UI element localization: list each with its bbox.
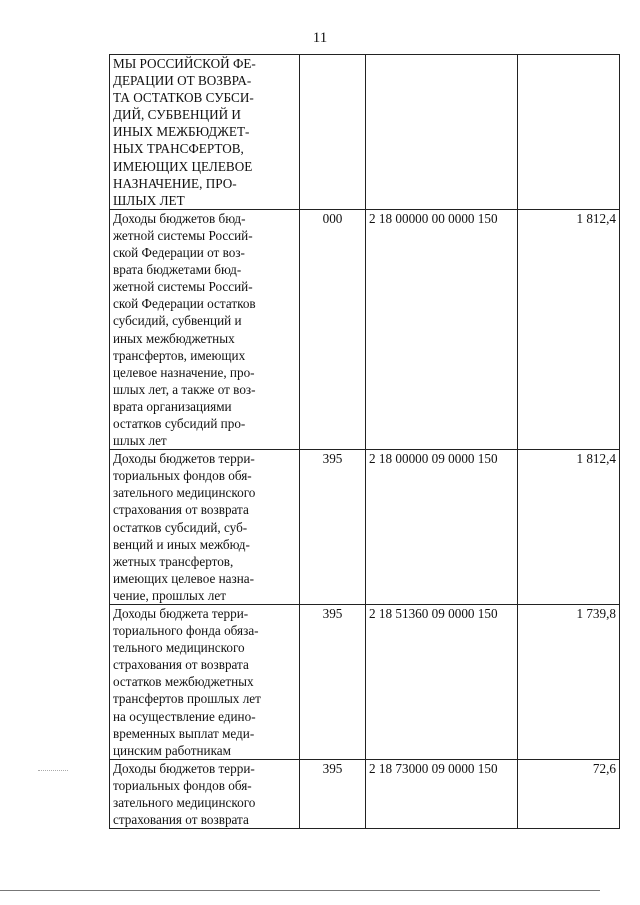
name-line: ТА ОСТАТКОВ СУБСИ- [113, 90, 254, 106]
name-line: врата бюджетами бюд- [113, 262, 242, 278]
name-line: ШЛЫХ ЛЕТ [113, 192, 185, 208]
name-line: тельного медицинского [113, 640, 245, 656]
name-line: жетных трансфертов, [113, 553, 234, 569]
name-line: чение, прошлых лет [113, 587, 226, 603]
name-line: НЫХ ТРАНСФЕРТОВ, [113, 141, 244, 157]
budget-classification-code-cell: 2 18 00000 00 0000 150 [366, 209, 518, 449]
name-line: МЫ РОССИЙСКОЙ ФЕ- [113, 56, 256, 71]
page-bottom-rule [0, 890, 600, 891]
name-line: жетной системы Россий- [113, 227, 253, 243]
name-line: ториальных фондов обя- [113, 777, 252, 793]
name-line: остатков субсидий, суб- [113, 519, 248, 535]
budget-classification-code-cell [366, 55, 518, 210]
table-row [110, 605, 620, 760]
budget-classification-code-cell: 2 18 00000 09 0000 150 [366, 450, 518, 605]
name-line: НАЗНАЧЕНИЕ, ПРО- [113, 175, 237, 191]
name-line: зательного медицинского [113, 485, 256, 501]
admin-code-cell: 395 [300, 450, 366, 605]
name-line: трансфертов, имеющих [113, 347, 246, 363]
revenue-name-cell [110, 605, 300, 760]
amount-cell [518, 55, 620, 210]
name-line: целевое назначение, про- [113, 364, 255, 380]
table-row [110, 450, 620, 605]
amount-cell: 1 812,4 [518, 450, 620, 605]
name-line: страхования от возврата [113, 502, 249, 518]
revenue-name-cell [110, 55, 300, 210]
margin-mark [38, 770, 68, 771]
name-line: шлых лет [113, 433, 167, 449]
name-line: ториальных фондов обя- [113, 468, 252, 484]
name-line: шлых лет, а также от воз- [113, 381, 256, 397]
budget-classification-code-cell: 2 18 51360 09 0000 150 [366, 605, 518, 760]
table-row [110, 759, 620, 828]
name-line: остатков межбюджетных [113, 674, 254, 690]
amount-cell: 72,6 [518, 759, 620, 828]
name-line: Доходы бюджетов терри- [113, 451, 255, 467]
amount-cell: 1 812,4 [518, 209, 620, 449]
name-line: ДИЙ, СУБВЕНЦИЙ И [113, 107, 241, 123]
name-line: Доходы бюджетов терри- [113, 760, 255, 776]
name-line: венций и иных межбюд- [113, 536, 250, 552]
page-number: 11 [312, 30, 328, 46]
name-line: имеющих целевое назна- [113, 570, 255, 586]
admin-code-cell: 395 [300, 759, 366, 828]
admin-code-cell: 395 [300, 605, 366, 760]
name-line: трансфертов прошлых лет [113, 691, 261, 707]
name-line: ДЕРАЦИИ ОТ ВОЗВРА- [113, 73, 252, 89]
budget-classification-code-cell: 2 18 73000 09 0000 150 [366, 759, 518, 828]
name-line: временных выплат меди- [113, 725, 255, 741]
revenue-name-cell [110, 450, 300, 605]
table-row [110, 209, 620, 449]
name-line: ИНЫХ МЕЖБЮДЖЕТ- [113, 124, 250, 140]
name-line: ИМЕЮЩИХ ЦЕЛЕВОЕ [113, 158, 253, 174]
revenue-name-cell [110, 209, 300, 449]
name-line: Доходы бюджета терри- [113, 606, 249, 621]
admin-code-cell [300, 55, 366, 210]
name-line: на осуществление едино- [113, 708, 256, 724]
revenue-name-cell [110, 759, 300, 828]
table-row [110, 55, 620, 210]
name-line: иных межбюджетных [113, 330, 235, 346]
amount-cell: 1 739,8 [518, 605, 620, 760]
name-line: зательного медицинского [113, 795, 256, 811]
name-line: остатков субсидий про- [113, 415, 246, 431]
name-line: субсидий, субвенций и [113, 313, 242, 329]
name-line: цинским работникам [113, 742, 231, 758]
admin-code-cell: 000 [300, 209, 366, 449]
name-line: страхования от возврата [113, 812, 249, 828]
table-body [110, 55, 620, 829]
name-line: ской Федерации остатков [113, 296, 256, 312]
budget-revenue-table [109, 54, 620, 829]
name-line: ской Федерации от воз- [113, 245, 245, 261]
name-line: страхования от возврата [113, 657, 249, 673]
name-line: ториального фонда обяза- [113, 623, 259, 639]
name-line: врата организациями [113, 398, 232, 414]
name-line: жетной системы Россий- [113, 279, 253, 295]
name-line: Доходы бюджетов бюд- [113, 210, 246, 226]
